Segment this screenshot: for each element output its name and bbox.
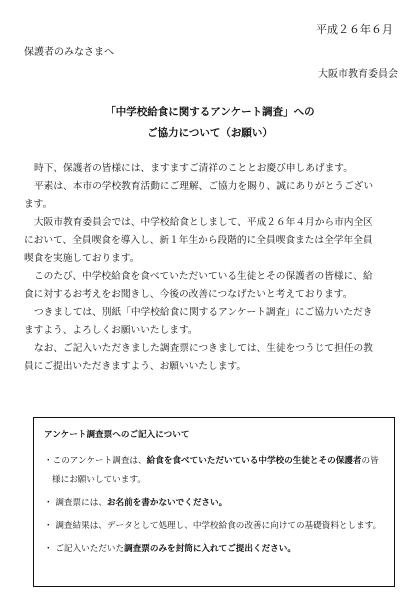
paragraph-line: 時下、保護者の皆様には、ますますご清祥のこととお慶び申しあげます。 — [34, 163, 353, 174]
addressee: 保護者のみなさまへ — [24, 47, 114, 58]
sender: 大阪市教育委員会 — [318, 69, 398, 80]
paragraph-line: ますよう、よろしくお願いいたします。 — [24, 325, 198, 336]
notice-item-text: の皆 — [361, 456, 379, 466]
paragraph-line: 大阪市教育委員会では、中学校給食としまして、平成２６年４月から市内全区 — [34, 217, 373, 228]
paragraph — [24, 304, 404, 340]
paragraph-line: 喫食を実施しております。 — [24, 253, 140, 264]
notice-heading: アンケート調査票へのご記入について — [44, 430, 190, 440]
notice-item-emphasis: 調査票のみを封筒に入れてご提出ください。 — [124, 544, 296, 554]
notice-item-emphasis: 給食を食べていただいている中学校の生徒とその保護者 — [146, 456, 362, 466]
paragraph-line: 員にご提出いただきますよう、お願いいたします。 — [24, 361, 247, 372]
paragraph — [24, 214, 404, 268]
notice-item-emphasis: お名前を書かないでください。 — [106, 498, 228, 508]
notice-list — [44, 452, 384, 563]
notice-item-text: ・ ご記入いただいた — [44, 544, 125, 554]
notice-item-line — [44, 452, 384, 471]
notice-item — [44, 494, 384, 513]
paragraph — [24, 160, 404, 178]
paragraph-line: 平素は、本市の学校教育活動にご理解、ご協力を賜り、誠にありがとうござい — [34, 181, 374, 192]
paragraph-line: において、全員喫食を導入し、新１年生から段階的に全員喫食または全学年全員 — [24, 235, 373, 246]
notice-box — [33, 417, 395, 587]
notice-item-text: ・ 調査票には、 — [44, 498, 107, 508]
document-date: 平成２６年６月 — [316, 23, 393, 36]
notice-item-text: ・ 調査結果は、データとして処理し、中学校給食の改善に向けての基礎資料とします。 — [44, 521, 382, 531]
document-subtitle: ご協力について（お願い） — [147, 127, 273, 139]
notice-item-line: 様にお願いしています。 — [52, 475, 146, 485]
document-title: 「中学校給食に関するアンケート調査」への — [105, 106, 315, 118]
notice-item-text: ・このアンケート調査は、 — [44, 456, 147, 466]
paragraph — [24, 268, 404, 304]
paragraph — [24, 340, 404, 376]
notice-item — [44, 452, 384, 490]
letter-body — [24, 160, 404, 376]
notice-item — [44, 540, 384, 559]
paragraph-line: ます。 — [24, 199, 53, 210]
paragraph-line: なお、ご記入いただきました調査票につきましては、生徒をつうじて担任の教 — [34, 343, 373, 354]
paragraph — [24, 178, 404, 214]
paragraph-line: このたび、中学校給食を食べていただいている生徒とその保護者の皆様に、給 — [34, 271, 373, 282]
notice-item — [44, 517, 384, 536]
paragraph-line: つきましては、別紙「中学校給食に関するアンケート調査」にご協力いただき — [34, 307, 373, 318]
paragraph-line: 食に対するお考えをお聞きし、今後の改善につなげたいと考えております。 — [24, 289, 353, 300]
